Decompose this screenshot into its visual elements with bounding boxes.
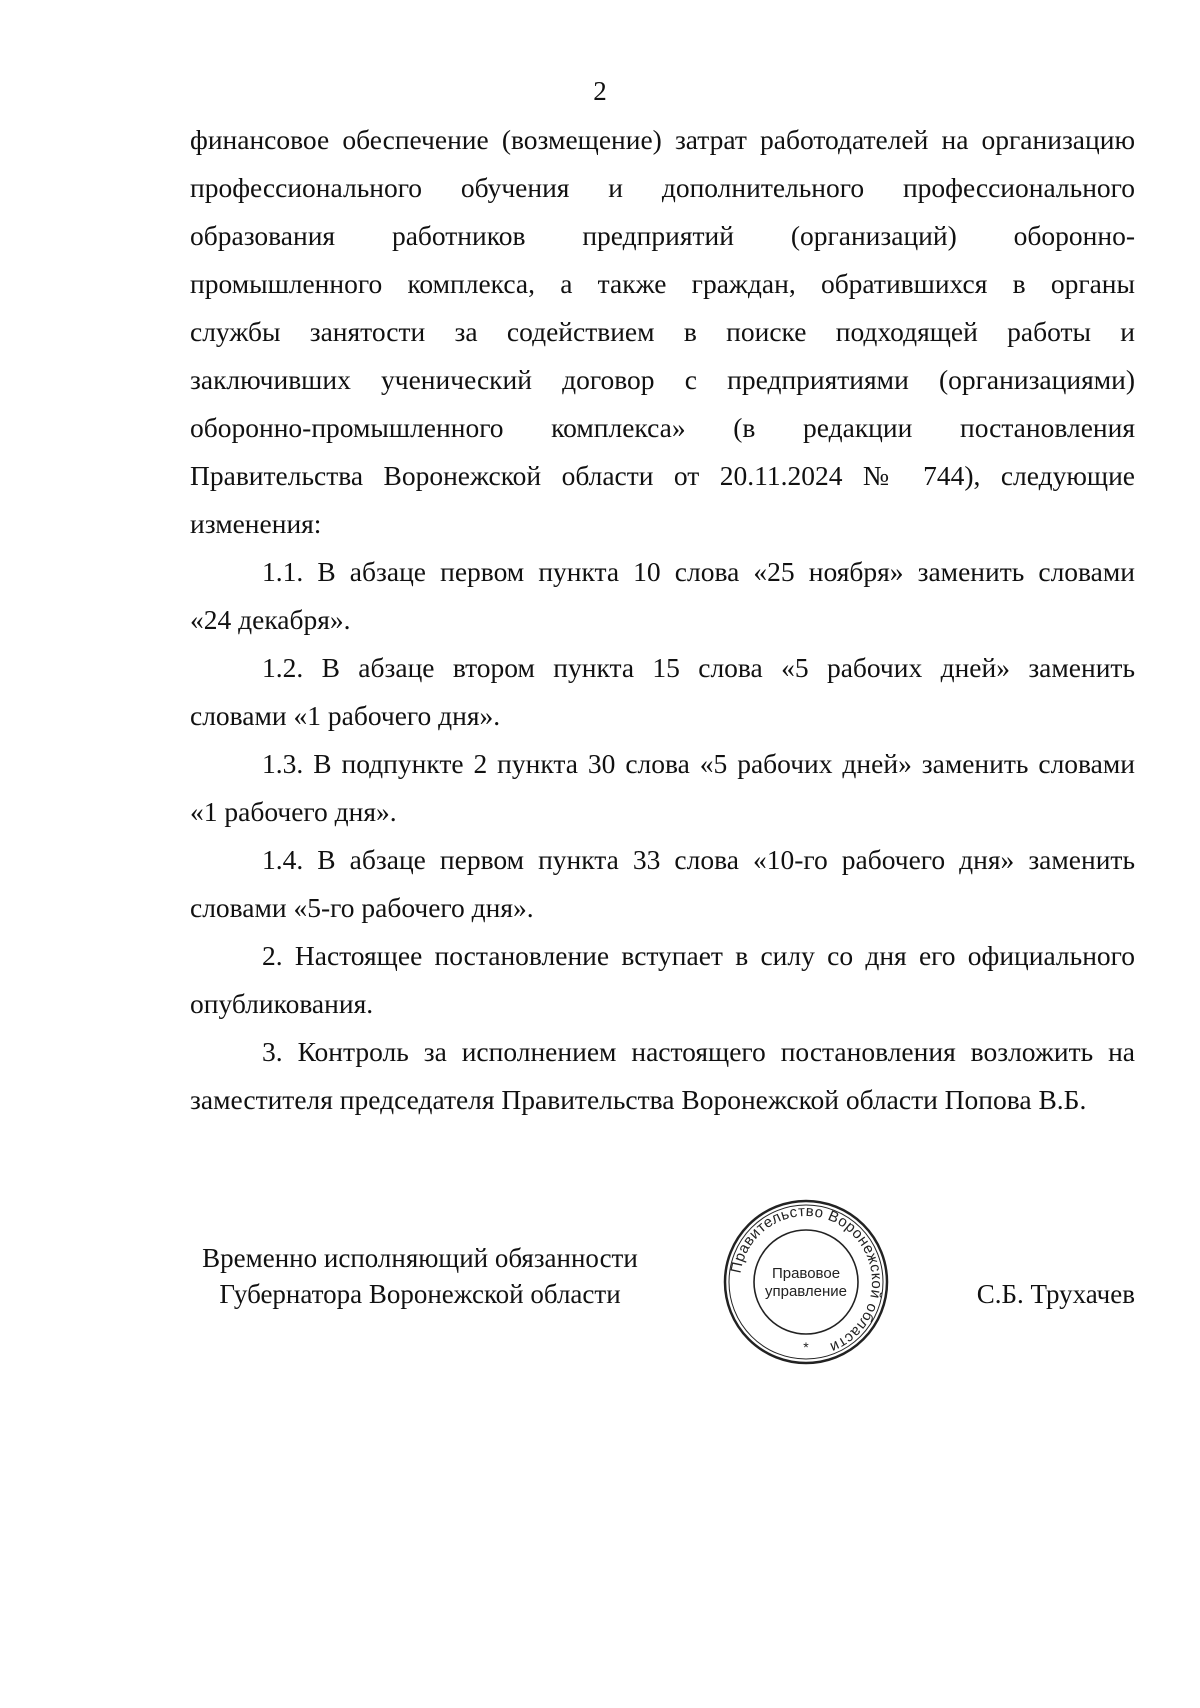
text-line: оборонно-промышленного комплекса» (в редакции постановления <box>190 412 1135 443</box>
signatory-position-line: Временно исполняющий обязанности <box>202 1243 638 1273</box>
text-line: заместителя председателя Правительства Воронежской области Попова В.Б. <box>190 1084 1087 1115</box>
official-stamp <box>722 1198 890 1366</box>
paragraph <box>190 1028 1135 1124</box>
text-line: 1.1. В абзаце первом пункта 10 слова «25 ноября» заменить словами <box>262 556 1135 587</box>
text-line: 3. Контроль за исполнением настоящего постановления возложить на <box>262 1036 1135 1067</box>
text-line: заключивших ученический договор с предприятиями (организациями) <box>190 364 1135 395</box>
text-line: профессионального обучения и дополнительного профессионального <box>190 172 1135 203</box>
text-line: словами «5-го рабочего дня». <box>190 892 534 923</box>
document-body <box>190 116 1135 1124</box>
paragraph <box>190 548 1135 644</box>
text-line: изменения: <box>190 508 322 539</box>
text-line: 1.3. В подпункте 2 пункта 30 слова «5 рабочих дней» заменить словами <box>262 748 1135 779</box>
stamp-inner-line: управление <box>764 1283 848 1300</box>
text-line: «24 декабря». <box>190 604 351 635</box>
signatory-name: С.Б. Трухачев <box>976 1279 1135 1309</box>
stamp-inner-line: Правовое <box>771 1265 841 1282</box>
paragraph <box>190 116 1135 548</box>
text-line: службы занятости за содействием в поиске подходящей работы и <box>190 316 1135 347</box>
text-line: промышленного комплекса, а также граждан, обратившихся в органы <box>190 268 1135 299</box>
text-line: образования работников предприятий (организаций) оборонно- <box>190 220 1135 251</box>
text-line: Правительства Воронежской области от 20.11.2024 № 744), следующие <box>190 460 1135 491</box>
paragraph <box>190 644 1135 740</box>
paragraph <box>190 836 1135 932</box>
text-line: опубликования. <box>190 988 374 1019</box>
signatory-position-line: Губернатора Воронежской области <box>219 1279 621 1309</box>
text-line: 1.2. В абзаце втором пункта 15 слова «5 рабочих дней» заменить <box>262 652 1135 683</box>
stamp-star-mark: * <box>803 1339 809 1355</box>
page-number: 2 <box>593 76 607 106</box>
signatory-position <box>190 1240 650 1312</box>
paragraph <box>190 932 1135 1028</box>
paragraph <box>190 740 1135 836</box>
text-line: финансовое обеспечение (возмещение) затрат работодателей на организацию <box>190 124 1135 155</box>
text-line: 2. Настоящее постановление вступает в силу со дня его официального <box>262 940 1135 971</box>
stamp-outer-text: Правительство Воронежской области <box>727 1202 886 1356</box>
text-line: словами «1 рабочего дня». <box>190 700 501 731</box>
text-line: 1.4. В абзаце первом пункта 33 слова «10-го рабочего дня» заменить <box>262 844 1135 875</box>
text-line: «1 рабочего дня». <box>190 796 397 827</box>
